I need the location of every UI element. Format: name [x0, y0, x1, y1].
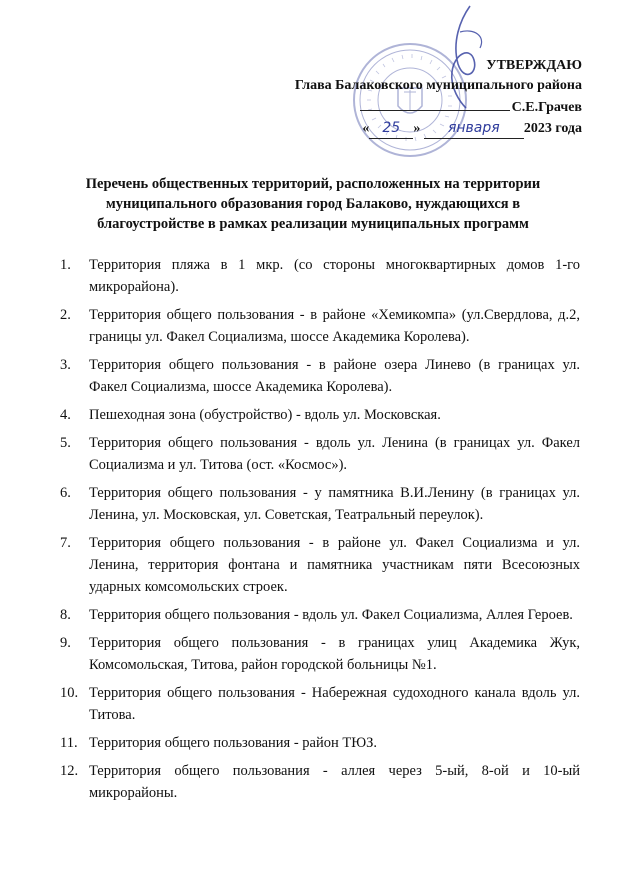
list-item	[60, 760, 580, 804]
item-text: Территория общего пользования - вдоль ул. Факел Социализма, Аллея Героев.	[89, 607, 573, 623]
approval-name: С.Е.Грачев	[511, 100, 582, 115]
item-text: Территория общего пользования - Набережная судоходного канала вдоль ул. Титова.	[89, 685, 580, 723]
item-number: 1.	[60, 257, 71, 273]
list-item	[60, 532, 580, 598]
item-number: 3.	[60, 357, 71, 373]
item-text: Территория общего пользования - вдоль ул. Ленина (в границах ул. Факел Социализма и ул. Титова (ост. «Космос»).	[89, 435, 580, 473]
item-number: 11.	[60, 735, 78, 751]
approval-signature-line	[262, 96, 582, 118]
list-item	[60, 254, 580, 298]
title-line: муниципального образования город Балаково, нуждающихся в	[105, 196, 521, 212]
title-line: благоустройстве в рамках реализации муниципальных программ	[97, 216, 529, 232]
item-text: Территория общего пользования - у памятника В.И.Ленину (в границах ул. Ленина, ул. Московская, ул. Советская, Театральный переулок).	[89, 485, 580, 523]
date-year: 2023 года	[523, 121, 582, 136]
document-title	[60, 174, 566, 234]
item-number: 9.	[60, 635, 71, 651]
item-text: Пешеходная зона (обустройство) - вдоль ул. Московская.	[89, 407, 441, 423]
approval-position: Глава Балаковского муниципального района	[294, 78, 582, 93]
approval-date	[262, 118, 582, 139]
list-item	[60, 304, 580, 348]
date-month: января	[424, 118, 524, 139]
list-item	[60, 632, 580, 676]
item-text: Территория общего пользования - в районе «Хемикомпа» (ул.Свердлова, д.2, границы ул. Факел Социализма, шоссе Академика Королева).	[89, 307, 580, 345]
item-number: 12.	[60, 763, 79, 779]
signature-underline	[360, 96, 510, 111]
list-item	[60, 482, 580, 526]
date-day: 25	[369, 118, 413, 139]
approval-title: УТВЕРЖДАЮ	[486, 58, 582, 73]
item-number: 6.	[60, 485, 71, 501]
list-item	[60, 432, 580, 476]
item-number: 8.	[60, 607, 71, 623]
item-number: 10.	[60, 685, 79, 701]
item-text: Территория общего пользования - аллея через 5-ый, 8-ой и 10-ый микрорайоны.	[89, 763, 580, 801]
date-close-quote: »	[413, 121, 421, 136]
date-open-quote: «	[362, 121, 370, 136]
list-item	[60, 354, 580, 398]
list-item	[60, 404, 580, 426]
item-number: 2.	[60, 307, 71, 323]
item-text: Территория общего пользования - в районе озера Линево (в границах ул. Факел Социализма, шоссе Академика Королева).	[89, 357, 580, 395]
list-item	[60, 732, 580, 754]
item-number: 5.	[60, 435, 71, 451]
item-text: Территория общего пользования - район ТЮЗ.	[89, 735, 378, 751]
item-number: 7.	[60, 535, 71, 551]
territory-list	[60, 254, 580, 810]
item-number: 4.	[60, 407, 71, 423]
approval-block	[262, 56, 582, 139]
list-item	[60, 604, 580, 626]
item-text: Территория пляжа в 1 мкр. (со стороны многоквартирных домов 1-го микрорайона).	[89, 257, 580, 295]
list-item	[60, 682, 580, 726]
item-text: Территория общего пользования - в границах улиц Академика Жук, Комсомольская, Титова, район городской больницы №1.	[89, 635, 580, 673]
item-text: Территория общего пользования - в районе ул. Факел Социализма и ул. Ленина, территория фонтана и памятника участникам пяти Всесоюзных ударных комсомольских строек.	[89, 535, 580, 595]
title-line: Перечень общественных территорий, расположенных на территории	[85, 176, 541, 192]
